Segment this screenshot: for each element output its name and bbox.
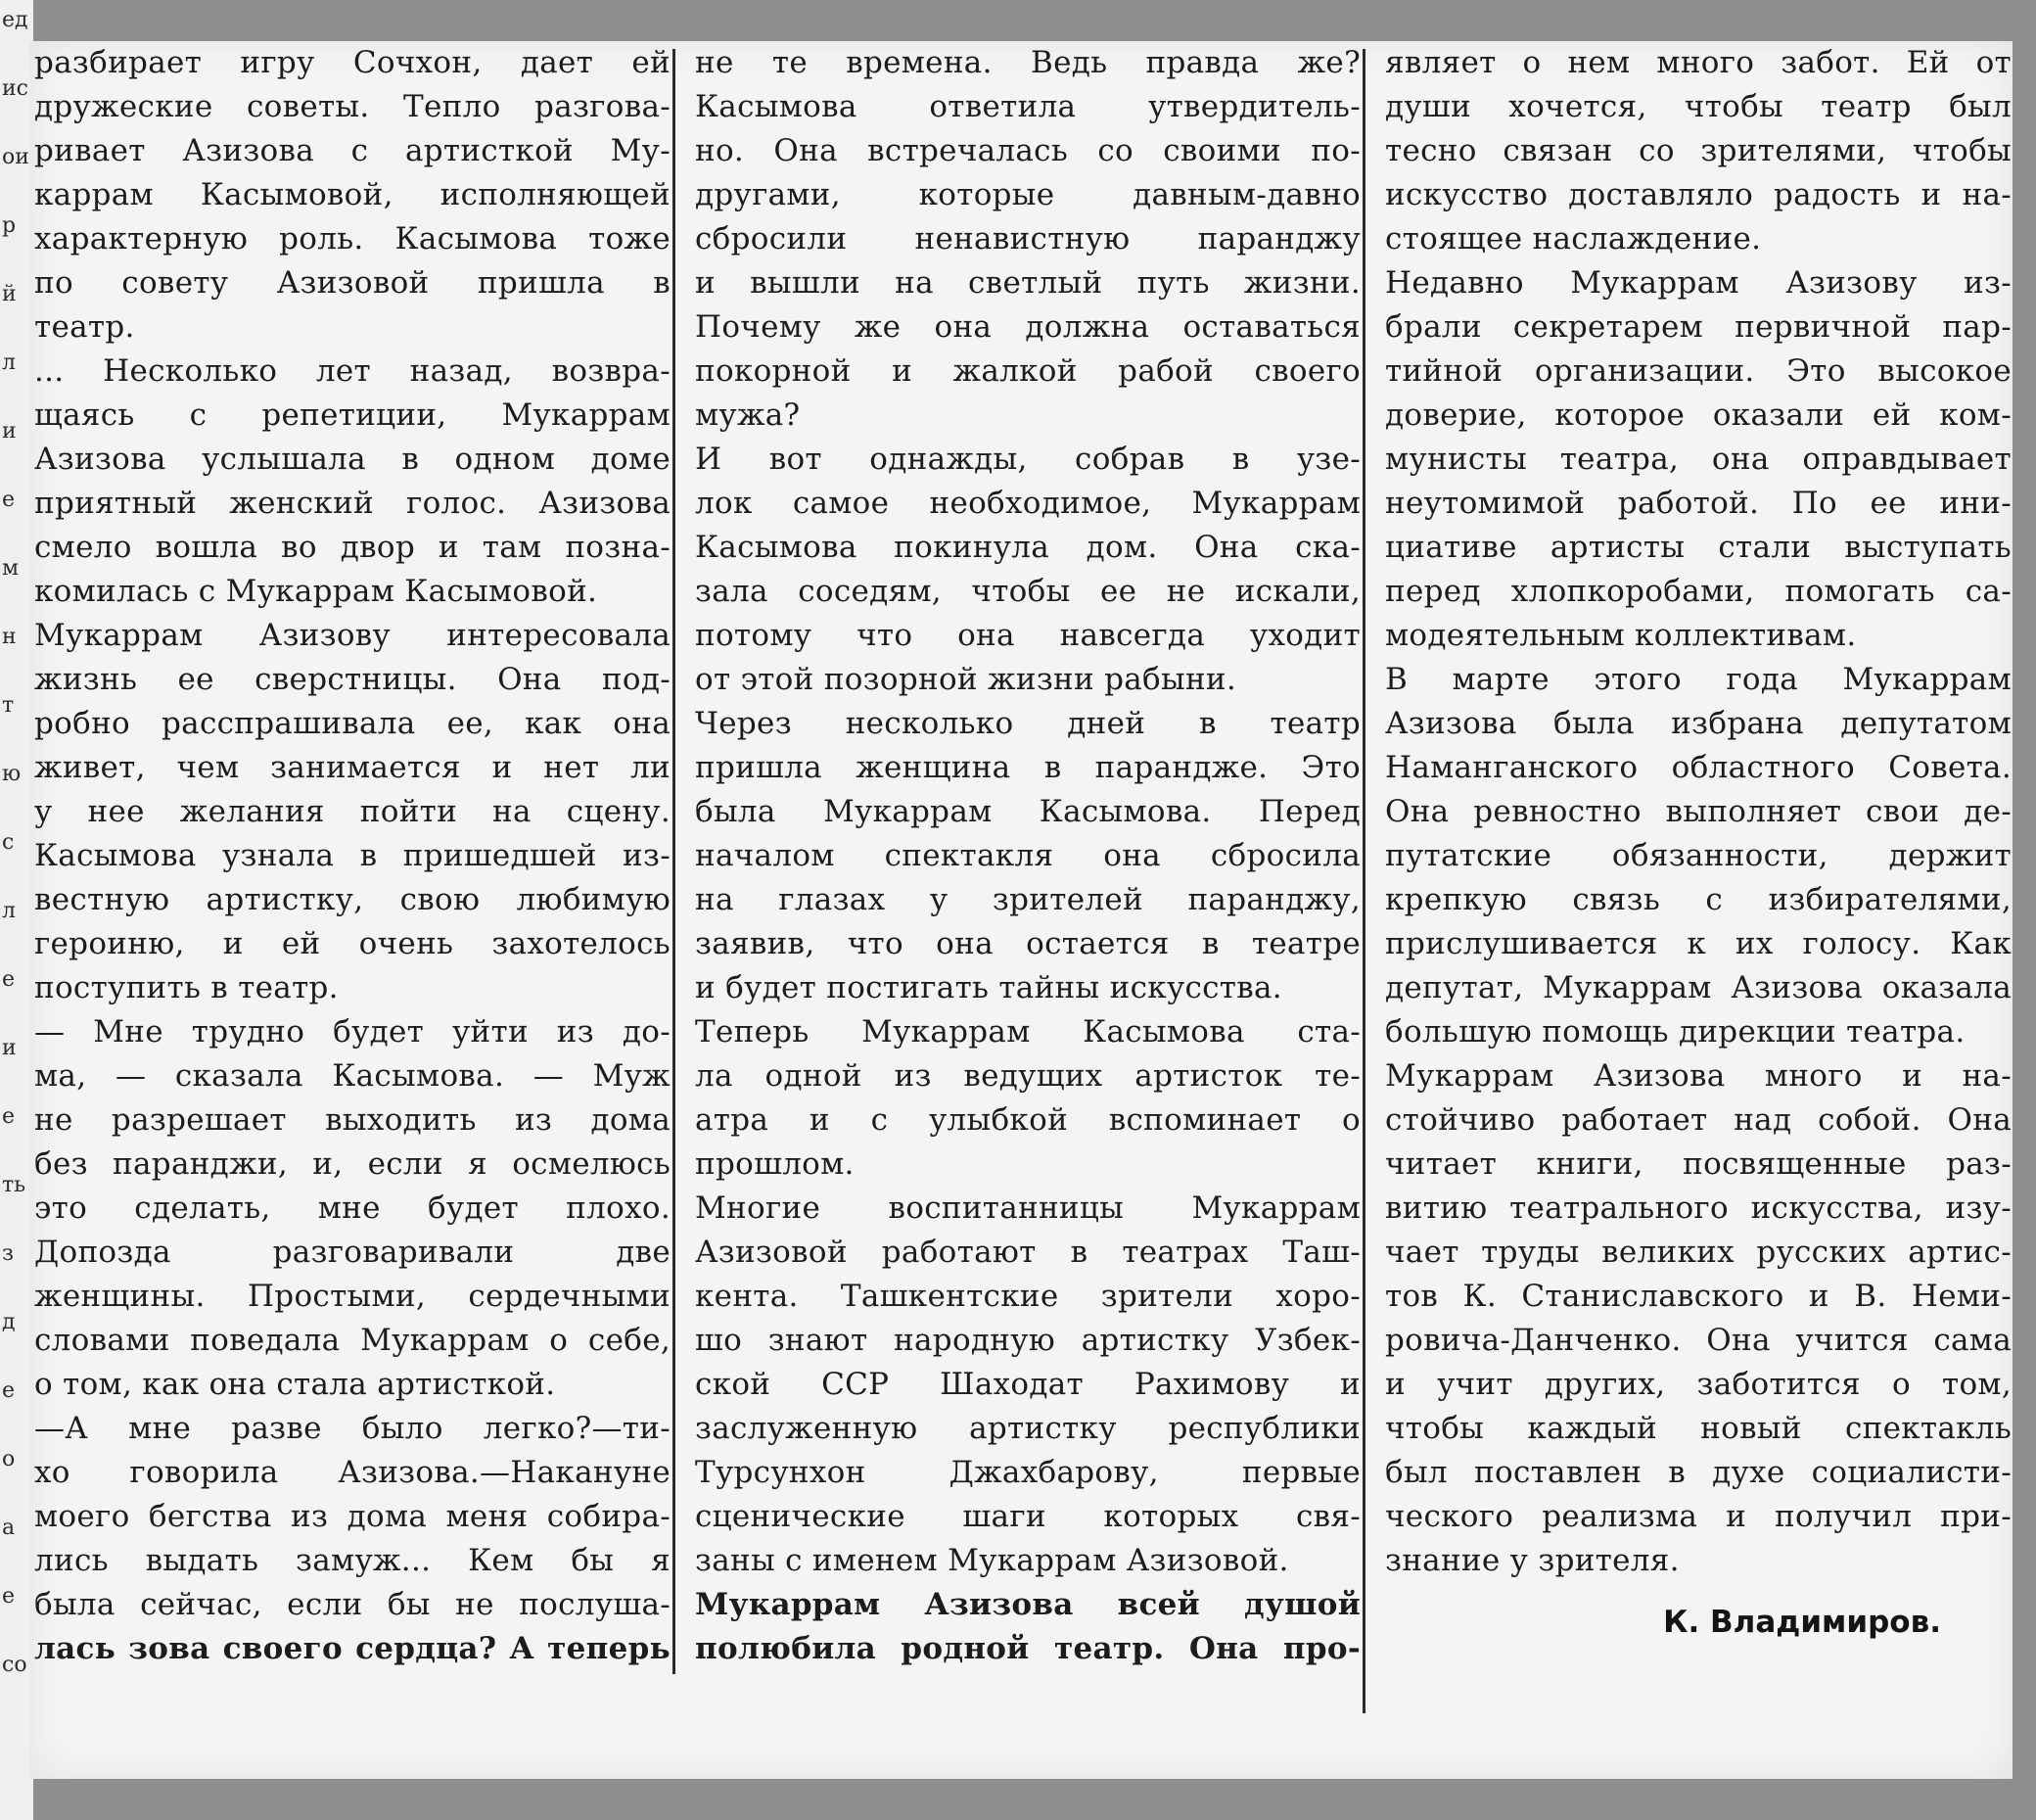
text-line: мунисты театра, она оправдывает [1385, 442, 2012, 477]
article-column-2 [695, 41, 1361, 1779]
text-line: ривает Азизова с артисткой Му- [34, 133, 671, 168]
text-line: шо знают народную артистку Узбек- [695, 1323, 1361, 1358]
margin-fragment: с [2, 830, 15, 855]
text-line: Касымова узнала в пришедшей из- [34, 838, 671, 873]
text-line: стойчиво работает над собой. Она [1385, 1102, 2012, 1138]
text-line: тов К. Станиславского и В. Неми- [1385, 1279, 2012, 1314]
text-line: заслуженную артистку республики [695, 1411, 1361, 1446]
text-line: циативе артисты стали выступать [1385, 530, 2012, 565]
text-line: мужа? [695, 397, 801, 433]
text-line: дружеские советы. Тепло разгова- [34, 89, 671, 124]
text-line: хо говорила Азизова.—Накануне [34, 1455, 671, 1490]
author-signature: К. Владимиров. [1663, 1605, 1941, 1640]
text-line: Касымова ответила утвердитель- [695, 89, 1361, 124]
text-line: заявив, что она остается в театре [695, 926, 1361, 961]
text-line: был поставлен в духе социалисти- [1385, 1455, 2012, 1490]
margin-fragment: м [2, 556, 20, 581]
text-line: героиню, и ей очень захотелось [34, 926, 671, 961]
text-line: и учит других, заботится о том, [1385, 1367, 2012, 1402]
text-line: Азизова услышала в одном доме [34, 442, 671, 477]
text-line: началом спектакля она сбросила [695, 838, 1361, 873]
margin-fragment: е [2, 1584, 16, 1609]
text-line: В марте этого года Мукаррам [1385, 662, 2012, 697]
text-line: путатские обязанности, держит [1385, 838, 2012, 873]
text-line: полюбила родной театр. Она про- [695, 1631, 1361, 1666]
text-line: щаясь с репетиции, Мукаррам [34, 397, 671, 433]
margin-fragment: р [2, 213, 17, 238]
text-line: покорной и жалкой рабой своего [695, 353, 1361, 389]
text-line: Азизова была избрана депутатом [1385, 706, 2012, 741]
text-line: комилась с Мукаррам Касымовой. [34, 574, 598, 609]
text-line: Турсунхон Джахбарову, первые [695, 1455, 1361, 1490]
text-line: не те времена. Ведь правда же? [695, 45, 1361, 80]
text-line: Недавно Мукаррам Азизову из- [1385, 265, 2012, 301]
text-line: являет о нем много забот. Ей от [1385, 45, 2012, 80]
article-column-3 [1385, 41, 2012, 1779]
text-line: Наманганского областного Совета. [1385, 750, 2012, 785]
text-line: лась зова своего сердца? А теперь [34, 1631, 671, 1666]
text-line: разбирает игру Сочхон, дает ей [34, 45, 671, 80]
text-line: модеятельным коллективам. [1385, 618, 1857, 653]
margin-fragment: о [2, 1447, 16, 1471]
text-line: —А мне разве было легко?—ти- [34, 1411, 671, 1446]
text-line: по совету Азизовой пришла в [34, 265, 671, 301]
text-line: атра и с улыбкой вспоминает о [695, 1102, 1361, 1138]
text-line: и вышли на светлый путь жизни. [695, 265, 1361, 301]
text-line: И вот однажды, собрав в узе- [695, 442, 1361, 477]
text-line: прислушивается к их голосу. Как [1385, 926, 2012, 961]
margin-fragment: е [2, 488, 16, 512]
margin-fragment: д [2, 1310, 16, 1334]
text-line: и будет постигать тайны искусства. [695, 970, 1282, 1005]
margin-fragment: ои [2, 145, 29, 169]
text-line: заны с именем Мукаррам Азизовой. [695, 1543, 1289, 1578]
text-line: ма, — сказала Касымова. — Муж [34, 1058, 671, 1094]
text-line: от этой позорной жизни рабыни. [695, 662, 1237, 697]
text-line: витию театрального искусства, изу- [1385, 1190, 2012, 1226]
text-line: о том, как она стала артисткой. [34, 1367, 556, 1402]
text-line: кента. Ташкентские зрители хоро- [695, 1279, 1361, 1314]
text-line: не разрешает выходить из дома [34, 1102, 671, 1138]
text-line: ческого реализма и получил при- [1385, 1499, 2012, 1534]
text-line: характерную роль. Касымова тоже [34, 221, 671, 257]
text-line: потому что она навсегда уходит [695, 618, 1361, 653]
text-line: перед хлопкоробами, помогать са- [1385, 574, 2012, 609]
margin-fragment: е [2, 1104, 16, 1129]
text-line: искусство доставляло радость и на- [1385, 177, 2012, 212]
text-line: знание у зрителя. [1385, 1543, 1680, 1578]
text-line: крепкую связь с избирателями, [1385, 882, 2012, 917]
text-line: Мукаррам Азизова много и на- [1385, 1058, 2012, 1094]
text-line: стоящее наслаждение. [1385, 221, 1762, 257]
text-line: жизнь ее сверстницы. Она под- [34, 662, 671, 697]
text-line: тесно связан со зрителями, чтобы [1385, 133, 2012, 168]
margin-fragment: ед [2, 8, 28, 32]
text-line: Она ревностно выполняет свои де- [1385, 794, 2012, 829]
margin-fragment: л [2, 350, 16, 375]
text-line: Допозда разговаривали две [34, 1235, 671, 1270]
text-line: на глазах у зрителей паранджу, [695, 882, 1361, 917]
text-line: доверие, которое оказали ей ком- [1385, 397, 2012, 433]
text-line: ла одной из ведущих артисток те- [695, 1058, 1361, 1094]
text-line: приятный женский голос. Азизова [34, 486, 671, 521]
margin-fragment: й [2, 282, 17, 306]
text-line: театр. [34, 309, 135, 345]
text-line: Азизовой работают в театрах Таш- [695, 1235, 1361, 1270]
margin-fragment: з [2, 1241, 14, 1266]
text-line: словами поведала Мукаррам о себе, [34, 1323, 671, 1358]
text-line: робно расспрашивала ее, как она [34, 706, 671, 741]
column-rule [672, 49, 675, 1674]
scan-left-edge [0, 0, 33, 1820]
text-line: сценические шаги которых свя- [695, 1499, 1361, 1534]
text-line: лись выдать замуж... Кем бы я [34, 1543, 671, 1578]
margin-fragment: ю [2, 762, 22, 786]
text-line: Через несколько дней в театр [695, 706, 1361, 741]
margin-fragment: со [2, 1653, 27, 1677]
text-line: Теперь Мукаррам Касымова ста- [695, 1014, 1361, 1050]
text-line: лок самое необходимое, Мукаррам [695, 486, 1361, 521]
text-line: смело вошла во двор и там позна- [34, 530, 671, 565]
text-line: пришла женщина в парандже. Это [695, 750, 1361, 785]
margin-fragment: е [2, 1378, 16, 1403]
text-line: женщины. Простыми, сердечными [34, 1279, 671, 1314]
text-line: живет, чем занимается и нет ли [34, 750, 671, 785]
article-column-1 [34, 41, 671, 1779]
text-line: без паранджи, и, если я осмелюсь [34, 1146, 671, 1182]
text-line: депутат, Мукаррам Азизова оказала [1385, 970, 2012, 1005]
text-line: у нее желания пойти на сцену. [34, 794, 671, 829]
text-line: была сейчас, если бы не послуша- [34, 1587, 671, 1622]
text-line: поступить в театр. [34, 970, 339, 1005]
margin-fragment: и [2, 419, 17, 443]
margin-fragment: т [2, 693, 15, 718]
column-rule [1363, 49, 1365, 1713]
text-line: сбросили ненавистную паранджу [695, 221, 1361, 257]
text-line: была Мукаррам Касымова. Перед [695, 794, 1361, 829]
text-line: чтобы каждый новый спектакль [1385, 1411, 2012, 1446]
text-line: Почему же она должна оставаться [695, 309, 1361, 345]
text-line: моего бегства из дома меня собира- [34, 1499, 671, 1534]
text-line: ровича-Данченко. Она учится сама [1385, 1323, 2012, 1358]
newspaper-clipping [29, 41, 2013, 1779]
margin-fragment: и [2, 1036, 17, 1060]
margin-fragment: е [2, 967, 16, 992]
text-line: ... Несколько лет назад, возвра- [34, 353, 671, 389]
text-line: читает книги, посвященные раз- [1385, 1146, 2012, 1182]
text-line: другами, которые давным-давно [695, 177, 1361, 212]
text-line: чает труды великих русских артис- [1385, 1235, 2012, 1270]
text-line: зала соседям, чтобы ее не искали, [695, 574, 1361, 609]
margin-fragment: а [2, 1516, 16, 1540]
text-line: Мукаррам Азизову интересовала [34, 618, 671, 653]
text-line: брали секретарем первичной пар- [1385, 309, 2012, 345]
text-line: большую помощь дирекции театра. [1385, 1014, 1966, 1050]
text-line: — Мне трудно будет уйти из до- [34, 1014, 671, 1050]
text-line: ской ССР Шаходат Рахимову и [695, 1367, 1361, 1402]
margin-fragment: ть [2, 1173, 26, 1197]
margin-fragment: л [2, 899, 16, 923]
text-line: прошлом. [695, 1146, 855, 1182]
text-line: тийной организации. Это высокое [1385, 353, 2012, 389]
text-line: каррам Касымовой, исполняющей [34, 177, 671, 212]
text-line: души хочется, чтобы театр был [1385, 89, 2012, 124]
text-line: неутомимой работой. По ее ини- [1385, 486, 2012, 521]
text-line: Многие воспитанницы Мукаррам [695, 1190, 1361, 1226]
margin-fragment: ис [2, 76, 28, 101]
margin-fragment: н [2, 625, 17, 649]
text-line: но. Она встречалась со своими по- [695, 133, 1361, 168]
text-line: Мукаррам Азизова всей душой [695, 1587, 1361, 1622]
text-line: это сделать, мне будет плохо. [34, 1190, 671, 1226]
text-line: вестную артистку, свою любимую [34, 882, 671, 917]
text-line: Касымова покинула дом. Она ска- [695, 530, 1361, 565]
